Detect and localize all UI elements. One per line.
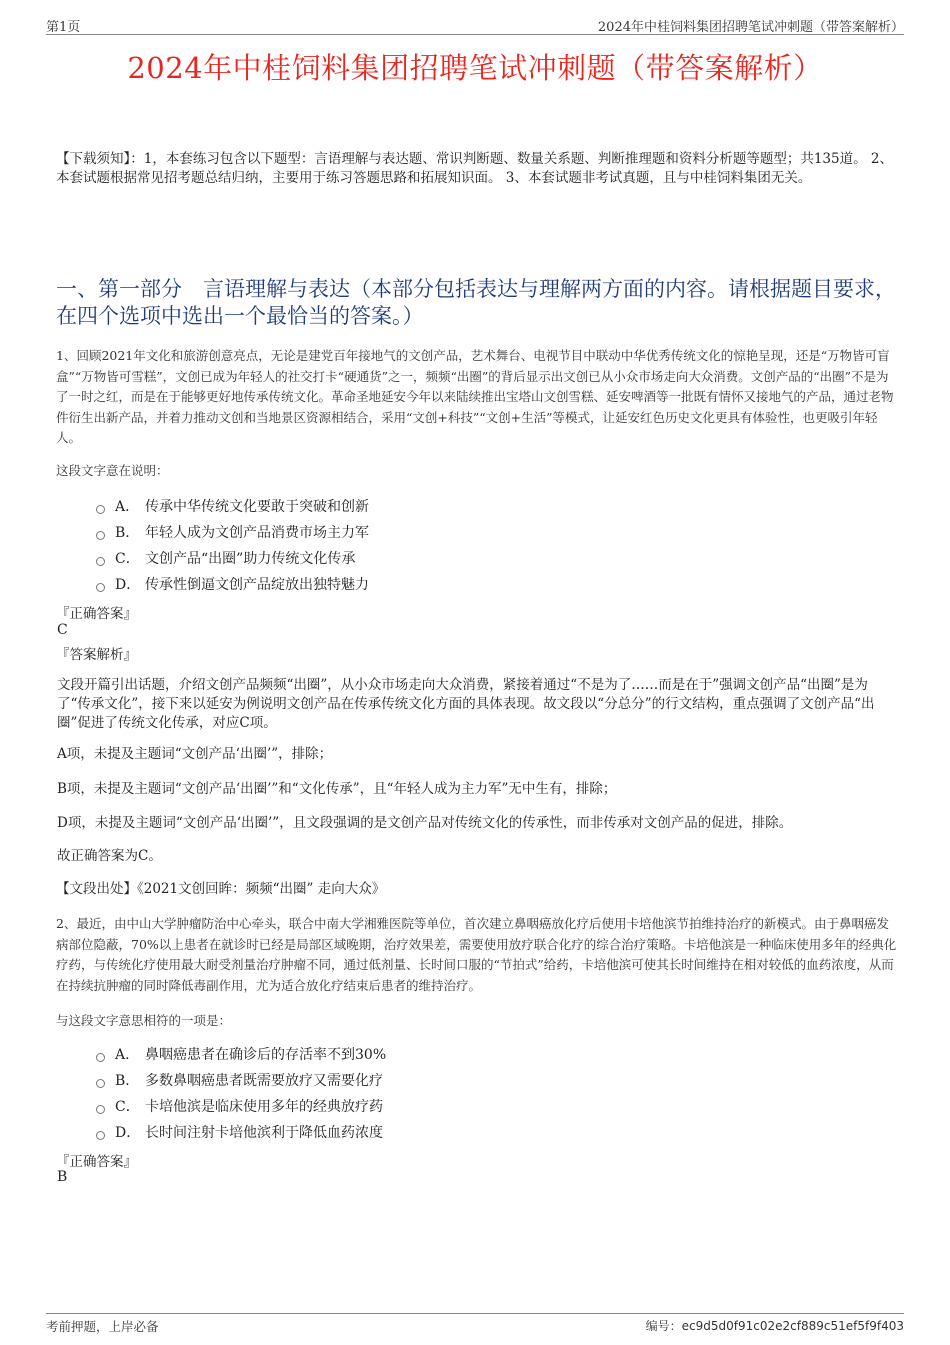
footer-code-value: ec9d5d0f91c02e2cf889c51ef5f9f403 [681,1319,904,1333]
question-2-options [96,1041,796,1145]
radio-icon[interactable] [96,1105,105,1114]
question-1-option-d[interactable]: D． 传承性倒逼文创产品绽放出独特魅力 [96,571,796,597]
radio-icon[interactable] [96,557,105,566]
question-1-text: 1、回顾2021年文化和旅游创意亮点，无论是建党百年接地气的文创产品，艺术舞台、电视节目中联动中华优秀传统文化的惊艳呈现，还是“万物皆可盲盒”“万物皆可雪糕”，文创已成为年轻人的社交打卡“硬通货”之一，频频“出圈”的背后显示出文创已从小众市场走向大众消费。文创产品的“出圈”不是为了一时之红，而是在于能够更好地传承传统文化。革命圣地延安今年以来陆续推出宝塔山文创雪糕、延安啤酒等一批既有情怀又接地气的产品，通过老物件衍生出新产品，并着力推动文创和当地景区资源相结合，采用“文创+科技”“文创+生活”等模式，让延安红色历史文化更具有体验性，也更吸引年轻人。 [56,348,894,445]
page-number: 第1页 [46,20,81,35]
radio-icon[interactable] [96,583,105,592]
header-doc-title: 2024年中桂饲料集团招聘笔试冲刺题（带答案解析） [597,20,904,35]
question-1 [56,346,901,449]
radio-icon[interactable] [96,1131,105,1140]
section-heading: 一、第一部分 言语理解与表达（本部分包括表达与理解两方面的内容。请根据题目要求，在四个选项中选出一个最恰当的答案。） [56,277,896,328]
question-1-option-b[interactable]: B． 年轻人成为文创产品消费市场主力军 [96,519,796,545]
document-title: 2024年中桂饲料集团招聘笔试冲刺题（带答案解析） [127,51,823,85]
question-1-prompt-wrap [56,461,901,479]
question-1-analysis-d: D项，未提及主题词“文创产品‘出圈’”，且文段强调的是文创产品对传统文化的传承性，而非传承对文创产品的促进，排除。 [57,815,793,831]
question-1-answer-label: 『正确答案』 [56,606,137,622]
question-1-prompt: 这段文字意在说明： [56,463,169,478]
question-1-analysis-a: A项，未提及主题词“文创产品‘出圈’”，排除； [57,746,333,762]
question-2-prompt-wrap [56,1011,901,1029]
radio-icon[interactable] [96,1053,105,1062]
page-header [46,14,904,35]
question-2-option-c[interactable]: C． 卡培他滨是临床使用多年的经典放疗药 [96,1093,796,1119]
question-1-option-a[interactable]: A． 传承中华传统文化要敢于突破和创新 [96,493,796,519]
download-notice: 【下载须知】：1，本套练习包含以下题型：言语理解与表达题、常识判断题、数量关系题、判断推理题和资料分析题等题型；共135道。 2、本套试题根据常见招考题总结归纳，主要用于练习答题思路和拓展知识面。 3、本套试题非考试真题，且与中桂饲料集团无关。 [56,151,893,186]
question-2-option-d[interactable]: D． 长时间注射卡培他滨利于降低血药浓度 [96,1119,796,1145]
question-2-option-b[interactable]: B． 多数鼻咽癌患者既需要放疗又需要化疗 [96,1067,796,1093]
question-2-answer: B [57,1169,68,1185]
footer-code [646,1317,904,1334]
question-1-source: 【文段出处】《2021文创回眸：频频“出圈” 走向大众》 [56,881,386,897]
question-1-analysis-b: B项，未提及主题词“文创产品‘出圈’”和“文化传承”，且“年轻人成为主力军”无中生有，排除； [57,781,617,797]
footer-slogan: 考前押题，上岸必备 [46,1319,159,1334]
question-1-analysis-label: 『答案解析』 [56,647,137,663]
question-1-analysis-conclusion: 故正确答案为C。 [57,848,162,864]
question-2-option-a[interactable]: A． 鼻咽癌患者在确诊后的存活率不到30% [96,1041,796,1067]
radio-icon[interactable] [96,1079,105,1088]
footer-code-label: 编号： [645,1319,682,1333]
page-footer [46,1313,904,1334]
radio-icon[interactable] [96,505,105,514]
question-2-prompt: 与这段文字意思相符的一项是： [56,1013,232,1028]
question-1-options [96,493,796,597]
radio-icon[interactable] [96,531,105,540]
question-1-option-c[interactable]: C． 文创产品“出圈”助力传统文化传承 [96,545,796,571]
question-1-answer: C [57,622,68,638]
question-2-answer-label: 『正确答案』 [56,1154,137,1170]
question-2 [56,914,901,996]
question-2-text: 2、最近，由中山大学肿瘤防治中心牵头，联合中南大学湘雅医院等单位，首次建立鼻咽癌放化疗后使用卡培他滨节拍维持治疗的新模式。由于鼻咽癌发病部位隐蔽，70%以上患者在就诊时已经是局部区域晚期，治疗效果差，需要使用放疗联合化疗的综合治疗策略。卡培他滨是一种临床使用多年的经典化疗药，与传统化疗使用最大耐受剂量治疗肿瘤不同，通过低剂量、长时间口服的“节拍式”给药，卡培他滨可使其长时间维持在相对较低的血药浓度，从而在持续抗肿瘤的同时降低毒副作用，尤为适合放化疗结束后患者的维持治疗。 [56,916,897,993]
question-1-analysis-summary: 文段开篇引出话题，介绍文创产品频频“出圈”，从小众市场走向大众消费，紧接着通过“不是为了……而是在于”强调文创产品“出圈”是为了“传承文化”，接下来以延安为例说明文创产品在传承传统文化方面的具体表现。故文段以“分总分”的行文结构，重点强调了文创产品“出圈”促进了传统文化传承，对应C项。 [57,677,875,731]
